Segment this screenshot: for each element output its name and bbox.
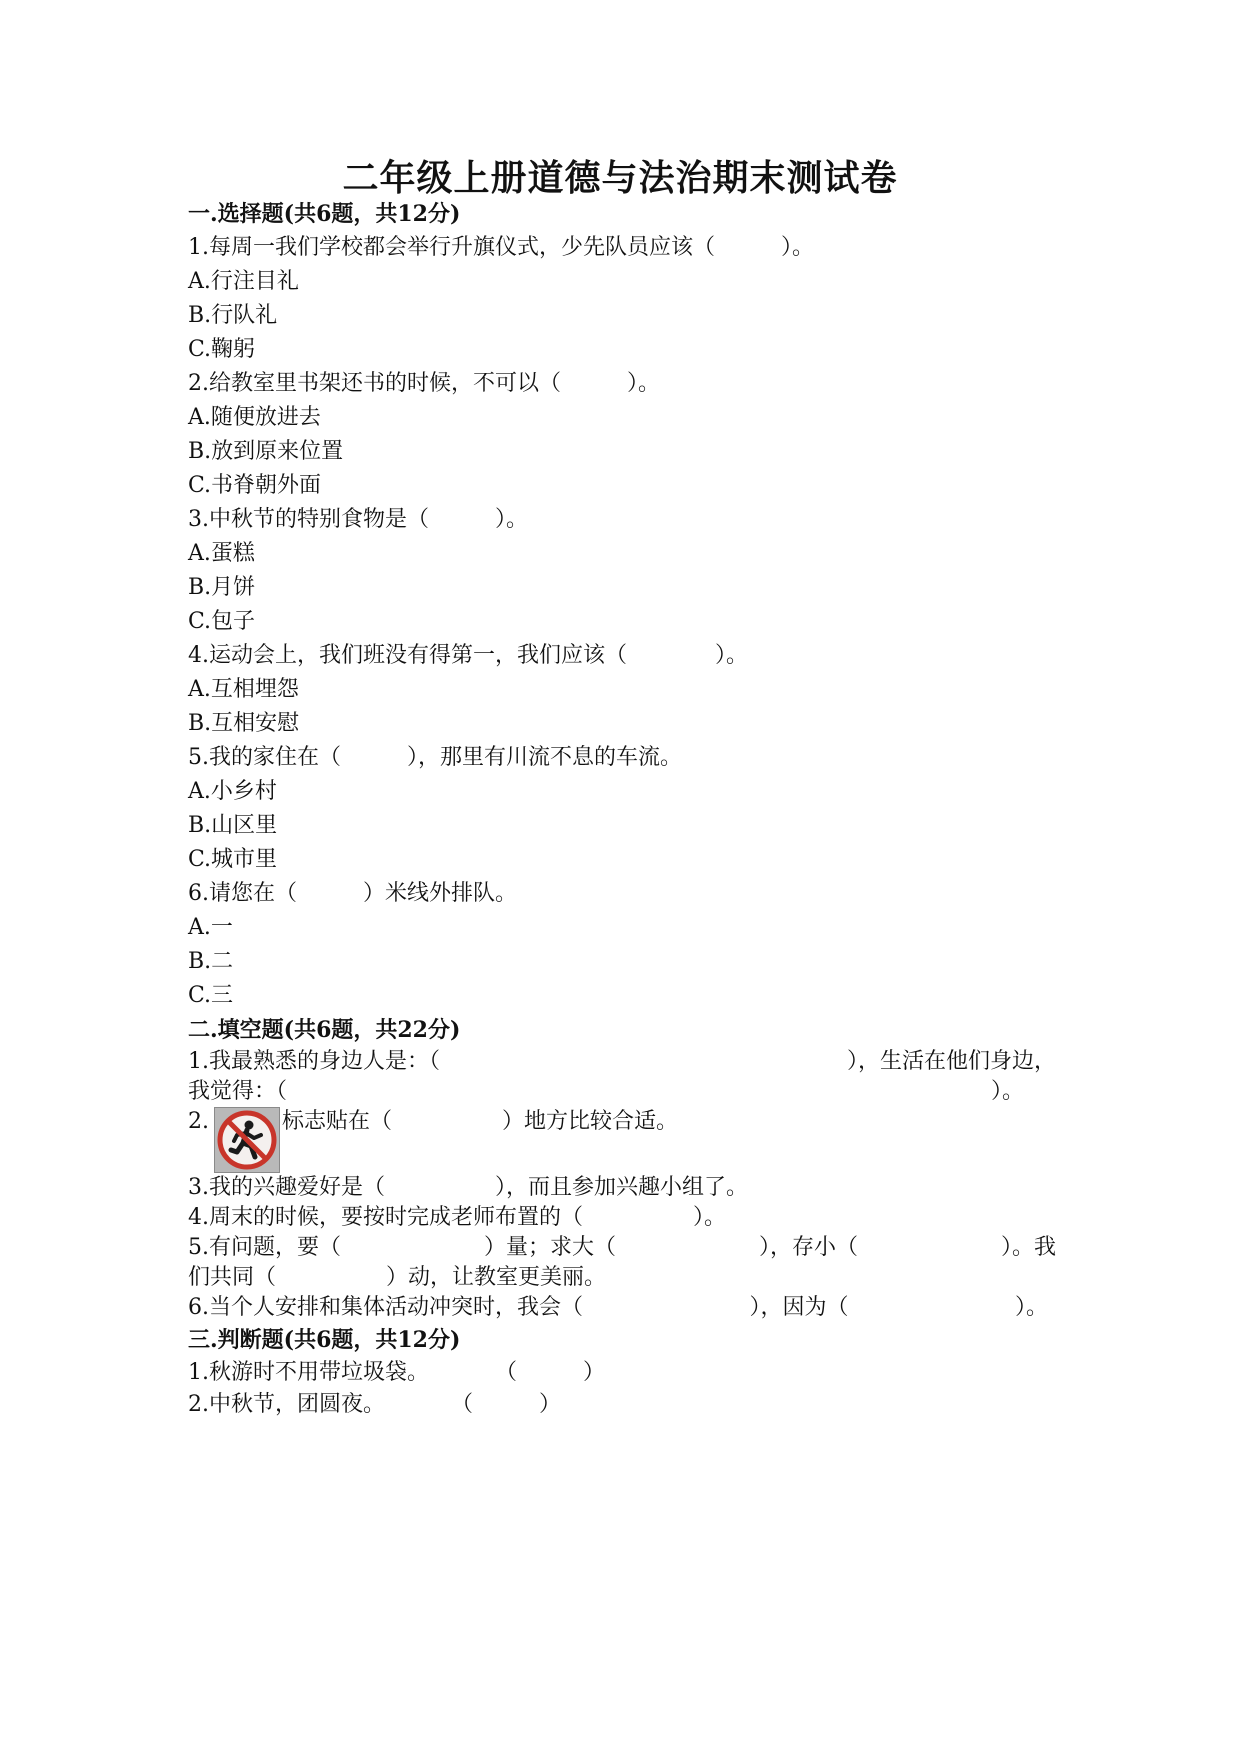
fill-q1-line2 bbox=[188, 1077, 1056, 1107]
fill-section bbox=[188, 1013, 1056, 1323]
judge-question: 2.中秋节，团圆夜。 （ ） bbox=[188, 1392, 561, 1417]
exam-content bbox=[188, 197, 1056, 1421]
judge-question: 1.秋游时不用带垃圾袋。 （ ） bbox=[188, 1360, 605, 1385]
fill-q1-line1 bbox=[188, 1047, 1056, 1077]
choice-section bbox=[188, 197, 1056, 1013]
fill-q4: 4.周末的时候，要按时完成老师布置的（ ）。 bbox=[188, 1205, 726, 1230]
fill-q2-text: 标志贴在（ ）地方比较合适。 bbox=[282, 1109, 679, 1134]
fill-q5-line1 bbox=[188, 1233, 1056, 1263]
fill-q6 bbox=[188, 1293, 1056, 1323]
page-title: 二年级上册道德与法治期末测试卷 bbox=[342, 157, 898, 199]
section-heading-judge: 三.判断题(共6题，共12分) bbox=[188, 1327, 461, 1353]
option-line: A.互相埋怨 bbox=[188, 677, 299, 702]
fill-q1-text: ）。 bbox=[990, 1079, 1024, 1104]
fill-q5-part: 5.有问题，要（ bbox=[188, 1235, 341, 1260]
option-line: C.包子 bbox=[188, 609, 256, 634]
option-line: B.互相安慰 bbox=[188, 711, 300, 736]
question-line: 5.我的家住在（ ），那里有川流不息的车流。 bbox=[188, 745, 682, 770]
fill-q6-part: ），因为（ bbox=[749, 1295, 849, 1320]
section-heading-choice: 一.选择题(共6题，共12分) bbox=[188, 201, 461, 227]
question-line: 1.每周一我们学校都会举行升旗仪式，少先队员应该（ ）。 bbox=[188, 235, 814, 260]
fill-q5-line2: 们共同（ ）动，让教室更美丽。 bbox=[188, 1265, 607, 1290]
option-line: A.一 bbox=[188, 915, 233, 940]
fill-q1-text: 1.我最熟悉的身边人是：（ bbox=[188, 1049, 440, 1074]
fill-q6-part: ）。 bbox=[1014, 1295, 1048, 1320]
question-line: 4.运动会上，我们班没有得第一，我们应该（ ）。 bbox=[188, 643, 748, 668]
option-line: B.山区里 bbox=[188, 813, 278, 838]
option-line: B.二 bbox=[188, 949, 234, 974]
no-running-sign-icon bbox=[214, 1107, 280, 1173]
option-line: C.鞠躬 bbox=[188, 337, 256, 362]
option-line: B.月饼 bbox=[188, 575, 256, 600]
question-line: 6.请您在（ ）米线外排队。 bbox=[188, 881, 517, 906]
option-line: A.行注目礼 bbox=[188, 269, 299, 294]
fill-q3: 3.我的兴趣爱好是（ ），而且参加兴趣小组了。 bbox=[188, 1175, 748, 1200]
fill-q6-part: 6.当个人安排和集体活动冲突时，我会（ bbox=[188, 1295, 583, 1320]
option-line: A.小乡村 bbox=[188, 779, 277, 804]
option-line: A.蛋糕 bbox=[188, 541, 255, 566]
judge-section bbox=[188, 1323, 1056, 1421]
fill-q2-row bbox=[188, 1107, 1056, 1173]
fill-q1-text: ），生活在他们身边， bbox=[846, 1049, 1056, 1074]
option-line: C.三 bbox=[188, 983, 234, 1008]
option-line: C.城市里 bbox=[188, 847, 278, 872]
section-heading-fill: 二.填空题(共6题，共22分) bbox=[188, 1017, 461, 1043]
fill-q5-part: ），存小（ bbox=[758, 1235, 858, 1260]
question-line: 2.给教室里书架还书的时候，不可以（ ）。 bbox=[188, 371, 660, 396]
option-line: B.行队礼 bbox=[188, 303, 278, 328]
fill-q5-part: ）。我 bbox=[1000, 1235, 1056, 1260]
fill-q2-number: 2. bbox=[188, 1109, 209, 1134]
fill-q1-text: 我觉得：（ bbox=[188, 1079, 288, 1104]
fill-q5-part: ）量；求大（ bbox=[483, 1235, 616, 1260]
option-line: B.放到原来位置 bbox=[188, 439, 344, 464]
option-line: C.书脊朝外面 bbox=[188, 473, 322, 498]
option-line: A.随便放进去 bbox=[188, 405, 321, 430]
question-line: 3.中秋节的特别食物是（ ）。 bbox=[188, 507, 528, 532]
